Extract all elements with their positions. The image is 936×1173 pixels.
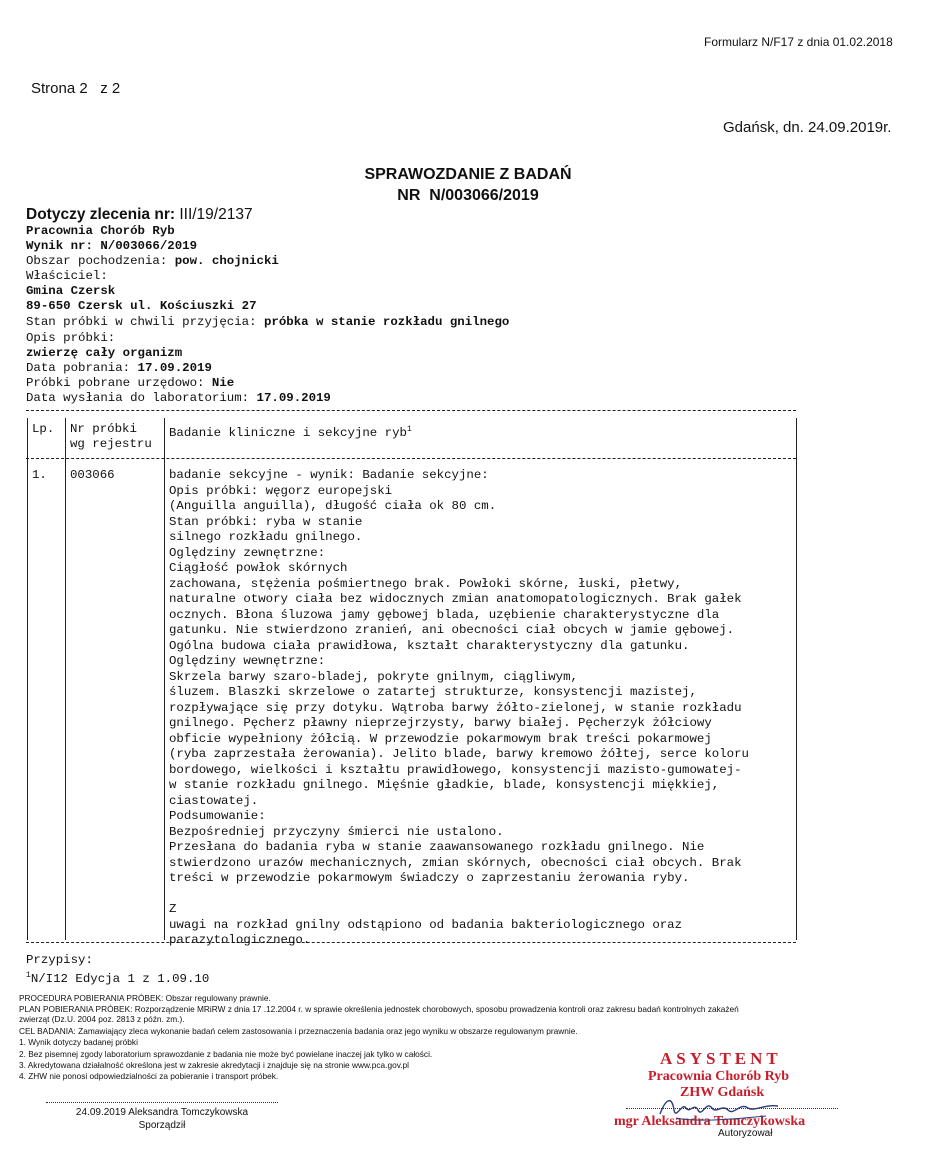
official-stamp [612,1048,852,1138]
signature-line-left [46,1102,278,1103]
result-line: ciastowatej. [169,793,259,808]
result-number: Wynik nr: N/003066/2019 [26,239,198,253]
order-label: Dotyczy zlecenia nr: [26,206,180,223]
table-head-sample-nr: Nr próbki [70,422,137,436]
sent-value: 17.09.2019 [256,391,331,405]
note-1: 1. Wynik dotyczy badanej próbki [19,1037,138,1047]
table-top-rule [26,410,796,411]
result-line: Opis próbki: węgorz europejski [169,483,393,498]
note-procedure: PROCEDURA POBIERANIA PRÓBEK: Obszar regulowany prawnie. [19,993,271,1003]
area-line [26,254,279,269]
result-line: Podsumowanie: [169,809,266,823]
sent-label: Data wysłania do laboratorium: [26,391,257,405]
official-value: Nie [211,376,235,390]
result-line: stwierdzono urazów mechanicznych, zmian skórnych, obecności ciał obcych. Brak [169,855,742,870]
result-line: Ogólna budowa ciała prawidłowa, kształt charakterystyczny dla gatunku. [169,638,690,653]
result-line: gatunku. Nie stwierdzono zranień, ani obecności ciał obcych w jamie gębowej. [169,623,735,637]
result-line: bordowego, wielkości i kształtu prawidłowego, konsystencji mazisto-gumowatej- [169,762,742,777]
prepared-by-label: Sporządził [138,1120,186,1131]
note-2: 2. Bez pisemnej zgody laboratorium sprawozdanie z badania nie może być powielane inaczej jak tylko w całości. [19,1049,433,1059]
table-head-test [169,422,412,441]
result-line: w stanie rozkładu gnilnego. Mięśnie gładkie, blade, konsystencji miękkiej, [169,778,720,792]
result-line: gnilnego. Pęcherz pławny nieprzejrzysty, barwy białej. Pęcherzyk żółciowy [169,716,712,730]
order-number: III/19/2137 [179,206,253,223]
lab-name: Pracownia Chorób Ryb [26,224,175,238]
result-line: Przesłana do badania ryba w stanie zaawansowanego rozkładu gnilnego. Nie [169,840,705,854]
table-bottom-rule [26,942,796,943]
sent-line [26,391,331,406]
desc-label: Opis próbki: [26,331,116,345]
desc-value: zwierzę cały organizm [26,346,183,360]
result-line: treści w przewodzie pokarmowym świadczy o zaprzestaniu żerowania ryby. [169,871,690,885]
result-line: parazytologicznego. [169,933,311,947]
order-line [26,206,253,224]
state-value: próbka w stanie rozkładu gnilnego [263,315,510,329]
authorized-by-label: Autoryzował [718,1128,773,1139]
result-line: uwagi na rozkład gnilny odstąpiono od badania bakteriologicznego oraz [169,917,683,932]
result-line: silnego rozkładu gnilnego. [169,530,363,544]
footnote-1 [26,968,209,987]
result-line: ocznych. Błona śluzowa jamy gębowej blada, uzębienie charakterystyczne dla [169,607,720,622]
stamp-unit: Pracownia Chorób Ryb [648,1069,790,1084]
table-col-divider-2 [164,418,165,940]
result-line: (Anguilla anguilla), długość ciała ok 80 cm. [169,499,497,513]
area-value: pow. chojnicki [174,254,279,268]
state-line [26,315,509,330]
note-3: 3. Akredytowana działalność określona jest w zakresie akredytacji i znajduje się na stronie www.pca.gov.pl [19,1060,409,1070]
sampling-line [26,361,212,376]
form-id: Formularz N/F17 z dnia 01.02.2018 [704,35,893,49]
stamp-name: mgr Aleksandra Tomczykowska [614,1114,806,1129]
result-line: śluzem. Blaszki skrzelowe o zatartej strukturze, konsystencji mazistej, [169,685,697,699]
report-number: NR N/003066/2019 [397,187,539,204]
result-line: naturalne otwory ciała bez widocznych zmian anatomopatologicznych. Brak gałek [169,592,742,606]
result-line: Ciągłość powłok skórnych [169,561,348,575]
owner-name: Gmina Czersk [26,284,116,298]
result-line: Stan próbki: ryba w stanie [169,514,363,529]
state-label: Stan próbki w chwili przyjęcia: [26,315,264,329]
official-label: Próbki pobrane urzędowo: [26,376,212,390]
result-line: badanie sekcyjne - wynik: Badanie sekcyjne: [169,468,489,482]
stamp-title: ASYSTENT [660,1049,782,1068]
result-line: Skrzela barwy szaro-bladej, pokryte gnilnym, ciągliwym, [169,669,578,684]
table-head-test-label: Badanie kliniczne i sekcyjne ryb [169,426,407,441]
footnote-text: N/I12 Edycja 1 z 1.09.10 [30,972,210,987]
result-line: Oględziny zewnętrzne: [169,545,326,560]
sampling-value: 17.09.2019 [137,361,212,375]
table-row-lp: 1. [32,468,47,482]
table-head-footnote-mark: 1 [406,425,412,434]
footnote-mark: 1 [26,971,31,980]
table-left-border [27,418,28,940]
page-number: Strona 2 z 2 [31,80,121,97]
official-line [26,376,234,391]
table-head-register: wg rejestru [70,437,152,451]
area-label: Obszar pochodzenia: [26,254,175,268]
owner-address: 89-650 Czersk ul. Kościuszki 27 [26,299,257,313]
note-plan-continued: zwierząt (Dz.U. 2004 poz. 2813 z późn. zm.). [19,1014,185,1024]
result-line: zachowana, stężenia pośmiertnego brak. Powłoki skórne, łuski, płetwy, [169,576,683,591]
handwritten-signature-icon [656,1088,786,1128]
footnotes-label: Przypisy: [26,953,93,967]
report-title: SPRAWOZDANIE Z BADAŃ [364,166,572,183]
owner-label: Właściciel: [26,269,108,283]
result-line: rozpływające się przy dotyku. Wątroba barwy żółto-zielonej, w stanie rozkładu [169,700,742,715]
note-4: 4. ZHW nie ponosi odpowiedzialności za pobieranie i transport próbek. [19,1071,279,1081]
note-purpose: CEL BADANIA: Zamawiający zleca wykonanie badań celem zastosowania i przeznaczenia badania oraz jego wyniku w obszarze regulowanym prawnie. [19,1026,578,1036]
sampling-label: Data pobrania: [26,361,138,375]
place-date: Gdańsk, dn. 24.09.2019r. [723,119,892,136]
result-line: obficie wypełniony żółcią. W przewodzie pokarmowym brak treści pokarmowej [169,731,712,746]
table-head-lp: Lp. [32,422,55,436]
table-right-border [796,418,797,940]
table-row-sample-nr: 003066 [70,468,115,482]
table-col-divider-1 [65,418,66,940]
result-line: Z [169,902,177,916]
note-plan: PLAN POBIERANIA PRÓBEK: Rozporządzenie MRiRW z dnia 17 .12.2004 r. w sprawie określenia jednostek chorobowych, sposobu prowadzenia kontroli oraz zakresu badań kontrolnych zakażeń [19,1004,739,1014]
stamp-institution: ZHW Gdańsk [680,1085,765,1100]
result-line: (ryba zaprzestała żerowania). Jelito blade, barwy kremowo żółtej, serce koloru [169,747,749,761]
table-header-rule [26,458,796,459]
prepared-by-name: 24.09.2019 Aleksandra Tomczykowska [75,1107,249,1118]
result-line: Bezpośredniej przyczyny śmierci nie ustalono. [169,824,504,839]
result-line: Oględziny wewnętrzne: [169,654,326,668]
